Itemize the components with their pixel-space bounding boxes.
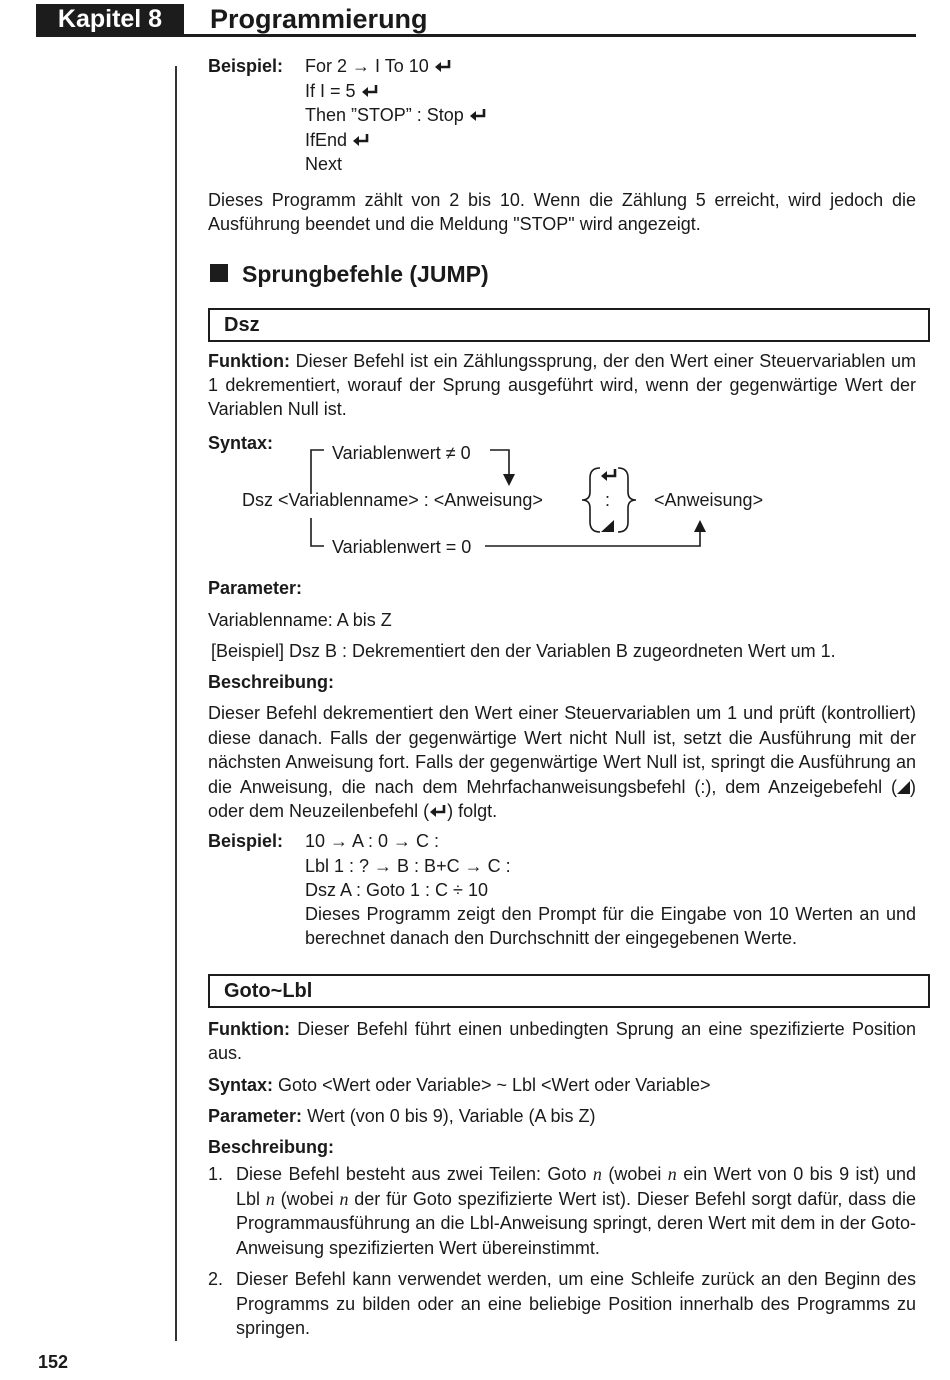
code-line: Then ”STOP” : Stop (305, 105, 464, 125)
dsz-funktion-text: Dieser Befehl ist ein Zählungssprung, der den Wert einer Steuervariablen um 1 dekrementiert, worauf der Sprung ausgeführt wird, wenn der gegenwärtige Wert der Variablen Null ist. (208, 351, 916, 419)
return-icon (429, 804, 447, 818)
dsz-beschreibung-label: Beschreibung: (208, 672, 335, 692)
diagram-colon: : (605, 490, 611, 510)
dsz-funktion (208, 349, 916, 421)
diagram-target: <Anweisung> (654, 490, 764, 510)
code-line: 10 → A : 0 → C : (305, 831, 440, 851)
goto-parameter-label: Parameter: (208, 1106, 303, 1126)
list-item-number: 1. (208, 1164, 224, 1184)
goto-syntax (208, 1073, 710, 1097)
goto-syntax-text: Goto <Wert oder Variable> ~ Lbl <Wert oder Variable> (278, 1075, 711, 1095)
goto-beschreibung-label: Beschreibung: (208, 1137, 335, 1157)
section-bullet-icon (210, 264, 228, 282)
goto-funktion-text: Dieser Befehl führt einen unbedingten Sprung an eine spezifizierte Position aus. (208, 1019, 916, 1063)
code-line: Next (305, 154, 343, 174)
list-item-text: der für Goto spezifizierte Wert ist). Dieser Befehl sorgt dafür, dass die Programmausführung an die Lbl-Anweisung springt, deren Wert mit dem in der Goto-Anweisung spezifizierten Wert übereinstimmt. (236, 1188, 916, 1258)
margin-rule (175, 66, 177, 1341)
dsz-parameter-text: Variablenname: A bis Z (208, 610, 392, 630)
goto-heading: Goto~Lbl (208, 974, 930, 1008)
example1-label: Beispiel: (208, 56, 284, 76)
dsz-example-code (305, 829, 511, 903)
diagram-bottom-label: Variablenwert = 0 (332, 537, 472, 557)
dsz-heading: Dsz (208, 308, 930, 342)
return-icon (601, 469, 615, 481)
dsz-beschreibung-part2: ) oder dem Neuzeilenbefehl ( (208, 776, 916, 821)
code-line: For 2 → I To 10 (305, 56, 429, 76)
dsz-beschreibung-part3: ) folgt. (447, 801, 498, 821)
goto-syntax-label: Syntax: (208, 1075, 274, 1095)
goto-parameter (208, 1104, 596, 1128)
list-item-text: (wobei (601, 1164, 668, 1184)
list-item-text: (wobei (274, 1188, 340, 1209)
page-title: Programmierung (210, 4, 428, 34)
list-item-text: Diese Befehl besteht aus zwei Teilen: Goto (236, 1164, 593, 1184)
intro-paragraph: Dieses Programm zählt von 2 bis 10. Wenn die Zählung 5 erreicht, wird jedoch die Ausführung beendet und die Meldung "STOP" wird angezeigt. (208, 190, 916, 234)
dsz-funktion-label: Funktion: (208, 351, 290, 371)
dsz-example-desc: Dieses Programm zeigt den Prompt für die Eingabe von 10 Werten an und berechnet danach den Durchschnitt der eingegebenen Werte. (305, 904, 916, 948)
header-rule (36, 34, 916, 37)
dsz-example-label: Beispiel: (208, 831, 284, 851)
diagram-top-label: Variablenwert ≠ 0 (332, 443, 471, 463)
code-line: Lbl 1 : ? → B : B+C → C : (305, 855, 511, 876)
goto-funktion-label: Funktion: (208, 1019, 290, 1039)
dsz-parameter-example: [Beispiel] Dsz B : Dekrementiert den der Variablen B zugeordneten Wert um 1. (211, 641, 836, 661)
return-icon (352, 133, 370, 147)
return-icon (361, 84, 379, 98)
section-title: Sprungbefehle (JUMP) (242, 261, 489, 287)
code-line: IfEnd (305, 129, 348, 150)
code-line: If I = 5 (305, 80, 356, 101)
return-icon (434, 59, 452, 73)
variable-n: n (667, 1164, 677, 1184)
code-line: Dsz A : Goto 1 : C ÷ 10 (305, 880, 488, 900)
dsz-beschreibung (208, 701, 916, 824)
variable-n: n (339, 1188, 349, 1209)
variable-n: n (265, 1188, 275, 1209)
list-item-text: ein Wert von 0 bis 9 ist) und Lbl (236, 1164, 916, 1209)
example1-code (305, 54, 487, 177)
list-item (236, 1162, 916, 1260)
goto-parameter-text: Wert (von 0 bis 9), Variable (A bis Z) (307, 1106, 596, 1126)
page-number: 152 (38, 1352, 69, 1372)
dsz-parameter-label: Parameter: (208, 578, 303, 598)
dsz-syntax-diagram (200, 436, 800, 566)
goto-funktion (208, 1017, 916, 1065)
return-icon (469, 108, 487, 122)
diagram-main-line: Dsz <Variablenname> : <Anweisung> (242, 490, 543, 510)
list-item: Dieser Befehl kann verwendet werden, um eine Schleife zurück an den Beginn des Programms zu bilden oder an eine beliebige Position innerhalb des Programms zu springen. (236, 1269, 916, 1338)
display-triangle-icon (897, 781, 910, 794)
list-item-number: 2. (208, 1269, 224, 1289)
display-triangle-icon (601, 520, 614, 532)
dsz-beschreibung-part1: Dieser Befehl dekrementiert den Wert einer Steuervariablen um 1 und prüft (kontrolliert) diese danach. Falls der gegenwärtige Wert nicht Null ist, setzt die Ausführung mit der nächsten Anweisung fort. Falls der gegenwärtige Wert Null ist, springt die Ausführung an die Anweisung, die nach dem Mehrfachanweisungsbefehl (:), dem Anzeigebefehl ( (208, 703, 916, 797)
chapter-label: Kapitel 8 (57, 5, 163, 33)
dsz-syntax-label: Syntax: (208, 433, 274, 453)
variable-n: n (592, 1164, 602, 1184)
